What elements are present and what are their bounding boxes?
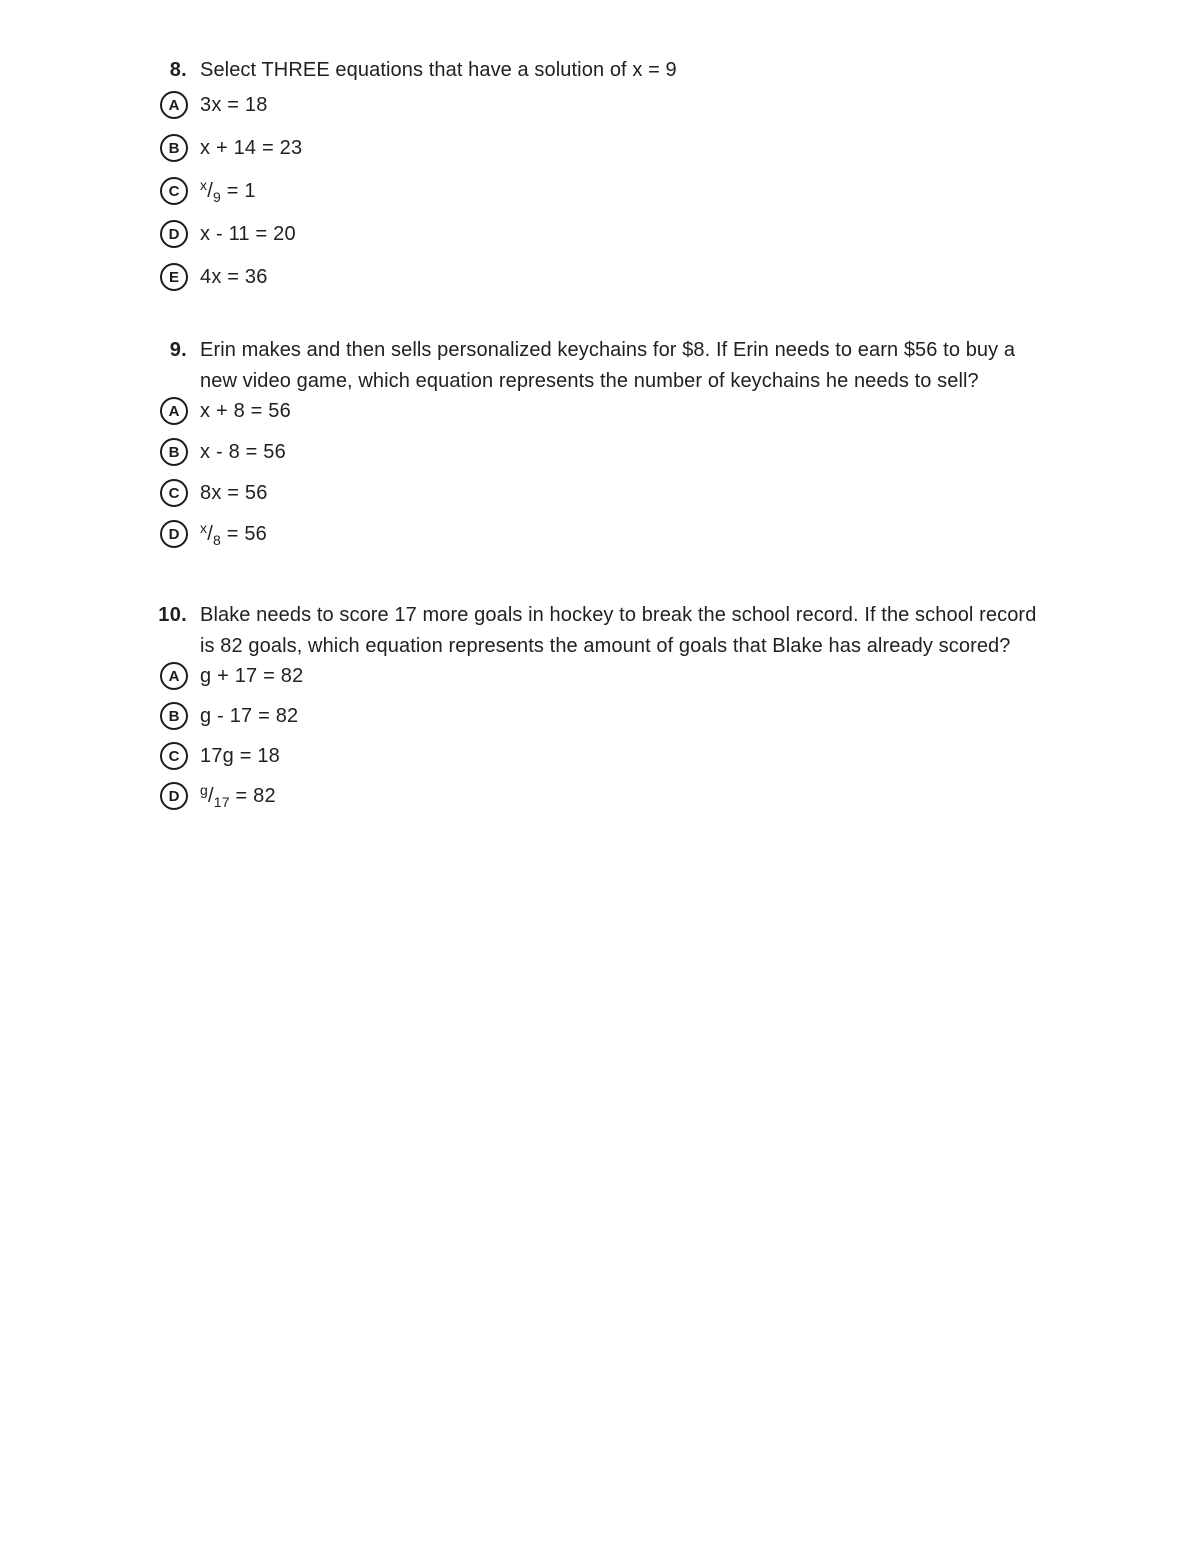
option-letter: A [168, 402, 180, 420]
answer-bubble-e[interactable] [160, 263, 188, 291]
question-9 [139, 335, 1099, 548]
option-letter: A [168, 667, 180, 685]
answer-bubble-b[interactable] [160, 438, 188, 466]
answer-bubble-c[interactable] [160, 177, 188, 205]
worksheet-content [139, 55, 1099, 822]
option-letter: B [168, 139, 180, 157]
option-equation [200, 782, 276, 811]
option-letter: D [168, 787, 180, 805]
answer-option-e [160, 263, 1099, 291]
equation-tail: = 56 [220, 522, 268, 545]
fraction-slash: / [207, 522, 213, 545]
option-equation: x - 8 = 56 [200, 441, 286, 463]
option-equation: g + 17 = 82 [200, 665, 304, 687]
equation-tail: = 1 [220, 179, 256, 202]
fraction-slash: / [208, 784, 214, 807]
option-letter: B [168, 443, 180, 461]
question-text-line: is 82 goals, which equation represents the amount of goals that Blake has already scored? [200, 635, 1011, 657]
question-8 [139, 55, 1099, 291]
question-text [200, 335, 1015, 397]
question-number: 10. [158, 604, 187, 626]
question-9-options [160, 397, 1099, 548]
answer-option-b [160, 702, 1099, 730]
answer-bubble-d[interactable] [160, 220, 188, 248]
option-letter: E [168, 268, 179, 286]
answer-option-a [160, 91, 1099, 119]
answer-option-c [160, 177, 1099, 205]
option-equation: x + 14 = 23 [200, 137, 303, 159]
option-equation: x - 11 = 20 [200, 223, 296, 245]
question-10 [139, 600, 1099, 810]
option-equation: g - 17 = 82 [200, 705, 299, 727]
answer-bubble-c[interactable] [160, 479, 188, 507]
option-equation: 8x = 56 [200, 482, 268, 504]
answer-option-d [160, 220, 1099, 248]
answer-bubble-c[interactable] [160, 742, 188, 770]
fraction-numerator: g [200, 781, 208, 798]
question-text-line: Select THREE equations that have a solution of x = 9 [200, 59, 677, 81]
fraction-denominator: 9 [212, 188, 221, 205]
question-text-line: Erin makes and then sells personalized keychains for $8. If Erin needs to earn $56 to buy a [200, 339, 1016, 361]
option-letter: D [168, 225, 180, 243]
option-equation [200, 520, 267, 549]
option-letter: B [168, 707, 180, 725]
question-number: 9. [169, 339, 187, 361]
answer-bubble-d[interactable] [160, 520, 188, 548]
answer-option-d [160, 520, 1099, 548]
option-letter: C [168, 484, 180, 502]
fraction-numerator: x [200, 176, 208, 193]
fraction-denominator: 17 [213, 793, 230, 810]
answer-bubble-b[interactable] [160, 134, 188, 162]
fraction-numerator: x [200, 519, 208, 536]
question-8-options [160, 91, 1099, 291]
answer-option-b [160, 134, 1099, 162]
answer-option-c [160, 742, 1099, 770]
option-letter: D [168, 525, 180, 543]
fraction-slash: / [207, 179, 213, 202]
option-letter: A [168, 96, 180, 114]
option-letter: C [168, 747, 180, 765]
question-9-header [139, 335, 1099, 397]
answer-bubble-d[interactable] [160, 782, 188, 810]
question-10-header [139, 600, 1099, 662]
answer-bubble-a[interactable] [160, 397, 188, 425]
answer-option-b [160, 438, 1099, 466]
option-equation: x + 8 = 56 [200, 400, 291, 422]
question-text [200, 55, 677, 86]
answer-option-a [160, 662, 1099, 690]
answer-option-d [160, 782, 1099, 810]
fraction-denominator: 8 [212, 531, 221, 548]
option-equation: 3x = 18 [200, 94, 268, 116]
question-10-options [160, 662, 1099, 810]
option-equation: 4x = 36 [200, 266, 268, 288]
answer-bubble-b[interactable] [160, 702, 188, 730]
answer-option-a [160, 397, 1099, 425]
answer-bubble-a[interactable] [160, 91, 188, 119]
question-8-header [139, 55, 1099, 86]
equation-tail: = 82 [229, 784, 276, 807]
answer-option-c [160, 479, 1099, 507]
option-letter: C [168, 182, 180, 200]
option-equation: 17g = 18 [200, 745, 281, 767]
question-text-line: new video game, which equation represents the number of keychains he needs to sell? [200, 370, 979, 392]
answer-bubble-a[interactable] [160, 662, 188, 690]
question-text [200, 600, 1036, 662]
option-equation [200, 177, 256, 206]
question-text-line: Blake needs to score 17 more goals in hockey to break the school record. If the school record [200, 604, 1037, 626]
question-number: 8. [169, 59, 187, 81]
